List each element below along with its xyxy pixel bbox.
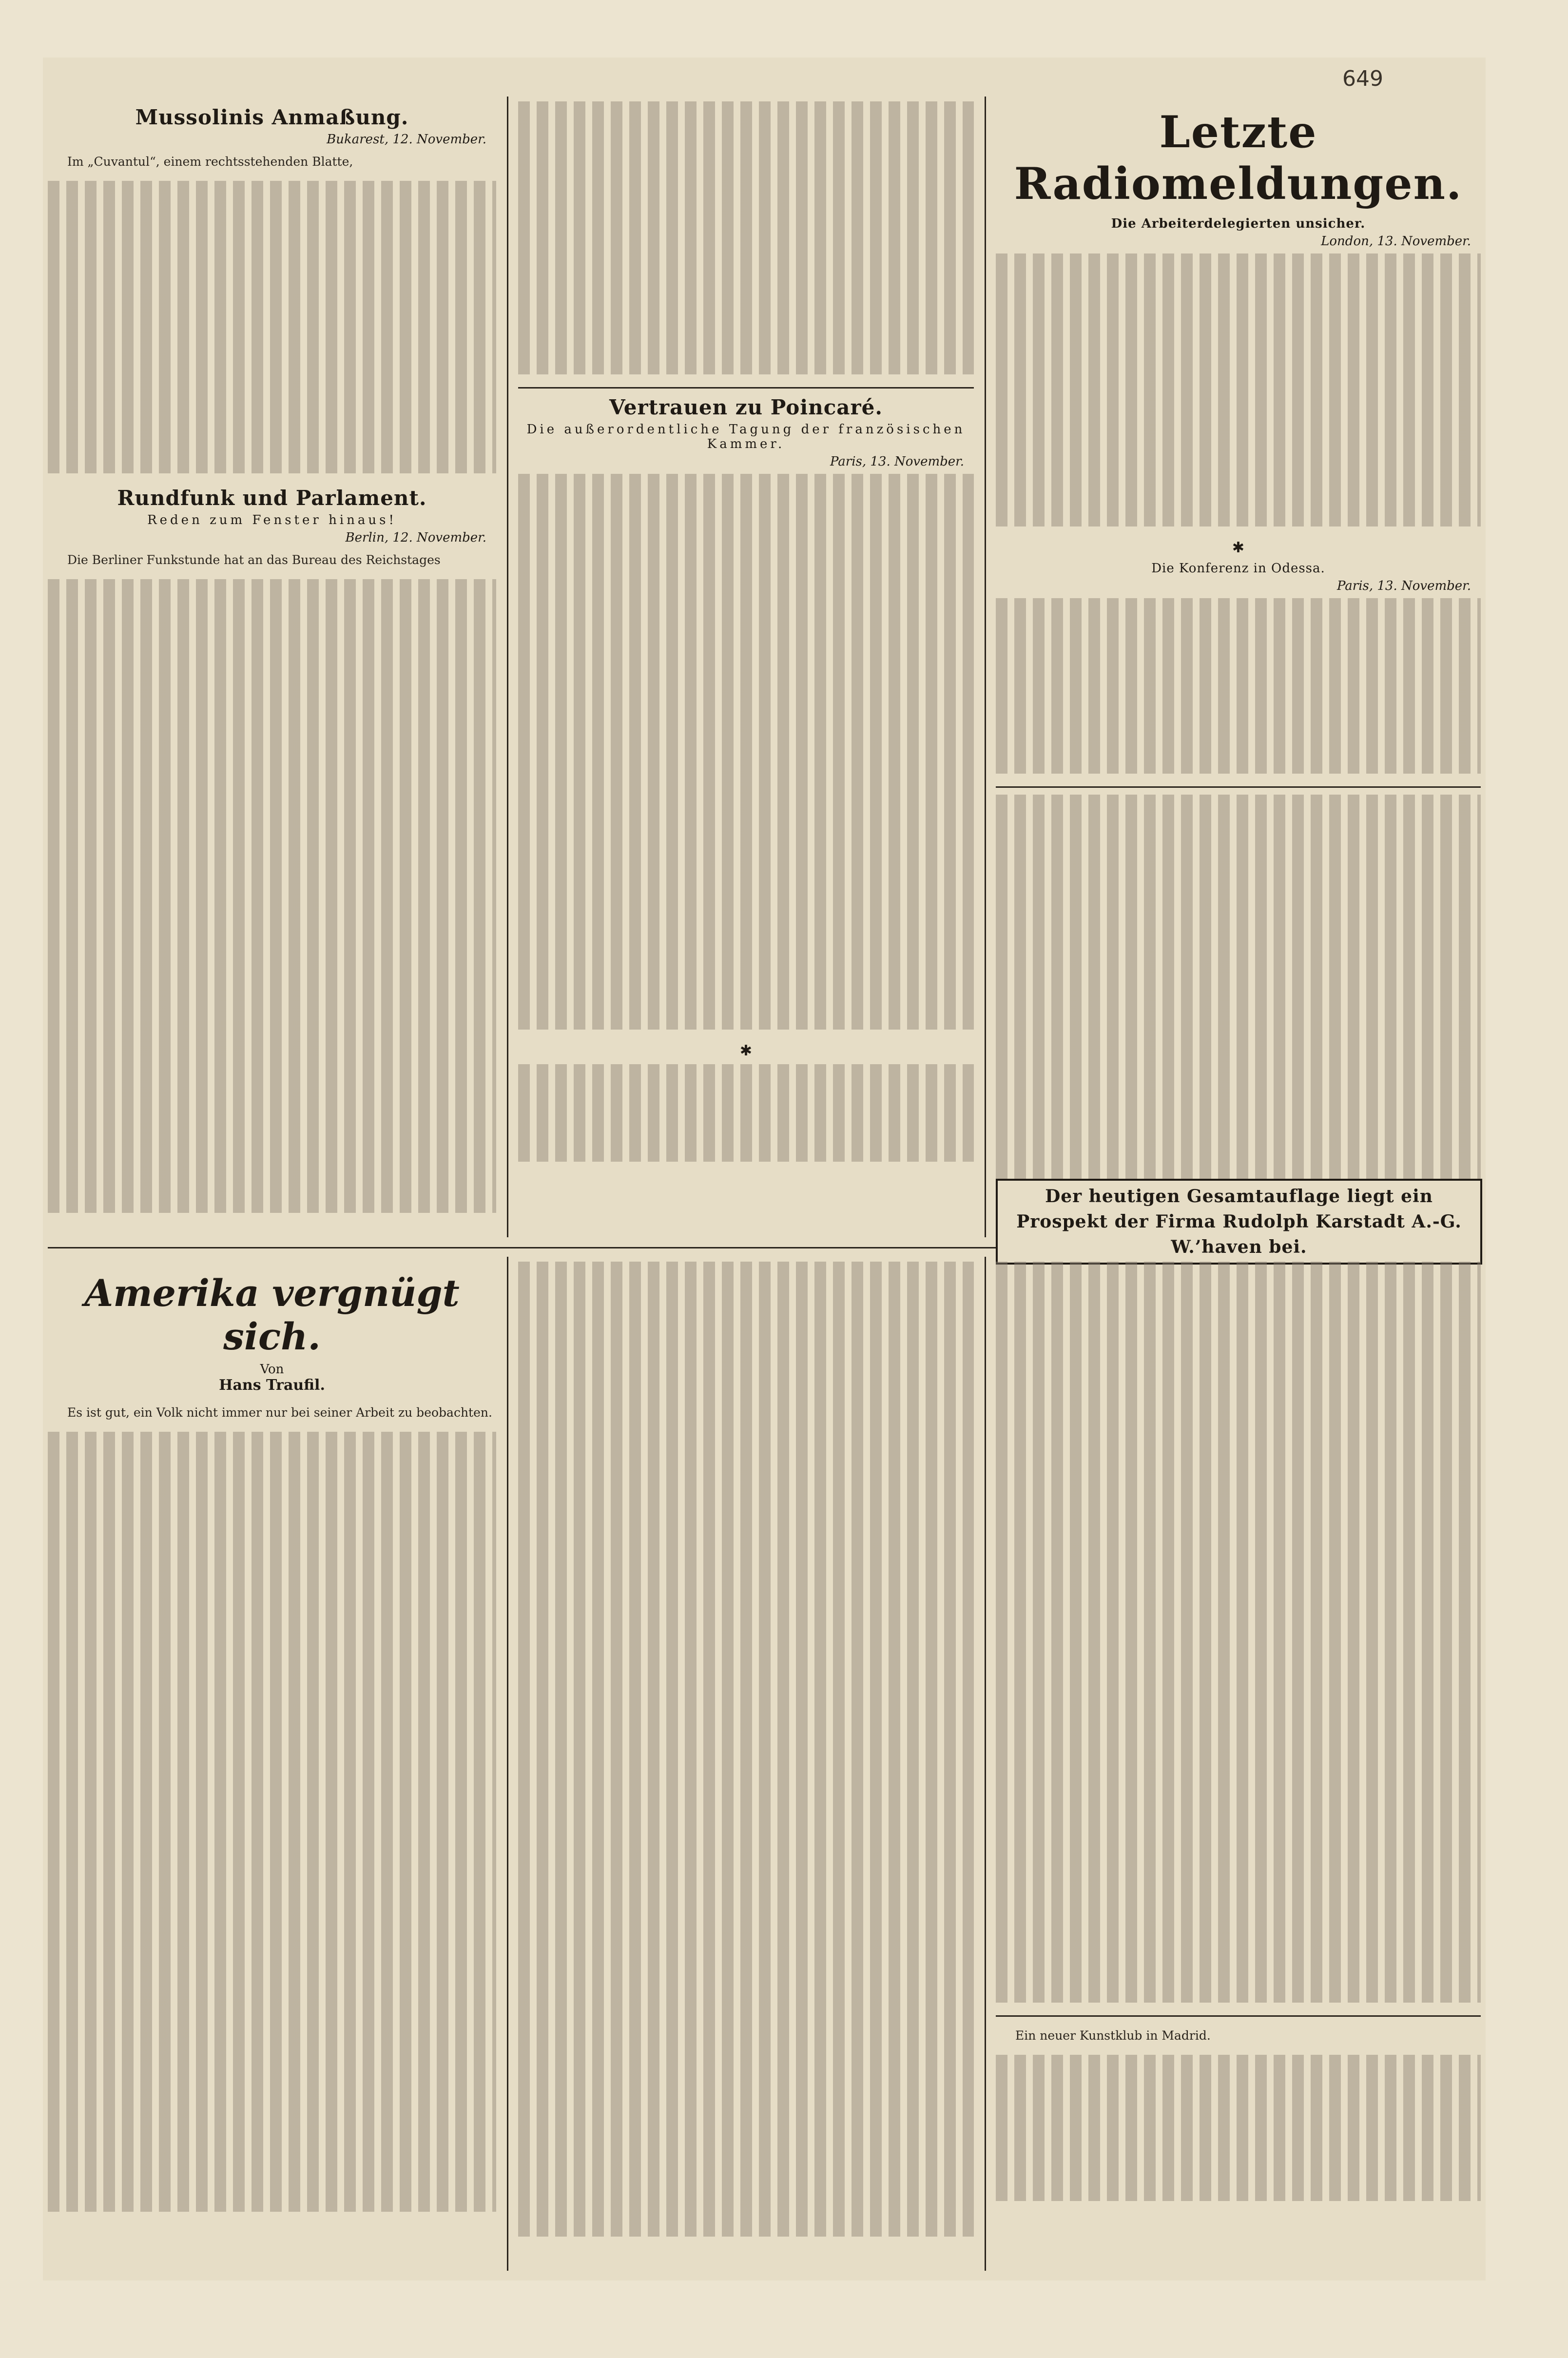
item-title: Die Arbeiterdelegierten unsicher. — [1111, 216, 1366, 231]
article-rule — [518, 387, 974, 389]
article-headline: Vertrauen zu Poincaré. — [609, 395, 883, 419]
separator-star: ✱ — [739, 1042, 753, 1059]
article-rule — [996, 786, 1481, 788]
item-dateline: London, 13. November. — [1321, 234, 1471, 249]
feature-column-right — [996, 1262, 1481, 2271]
article-dateline: Paris, 13. November. — [830, 454, 964, 469]
unreadable-text-block — [48, 1432, 496, 2212]
article-rule — [996, 2015, 1481, 2017]
article-subhead: Reden zum Fenster hinaus! — [147, 513, 397, 527]
feature-lead: Es ist gut, ein Volk nicht immer nur bei seiner Arbeit zu beobachten. — [67, 1405, 492, 1420]
article-dateline: Bukarest, 12. November. — [327, 132, 486, 147]
unreadable-text-block — [518, 1064, 974, 1162]
feature-byline-prefix: Von — [260, 1362, 284, 1377]
unreadable-text-block — [996, 795, 1481, 1214]
unreadable-text-block — [518, 101, 974, 374]
box-lead: Ein neuer Kunstklub in Madrid. — [1015, 2028, 1211, 2043]
article-headline: Rundfunk und Parlament. — [117, 486, 427, 510]
article-poincare — [518, 395, 974, 1162]
unreadable-text-block — [996, 2055, 1481, 2201]
separator-star: ✱ — [1232, 539, 1245, 556]
unreadable-text-block — [996, 598, 1481, 774]
article-lead: Im „Cuvantul“, einem rechtsstehenden Blatte, — [67, 155, 353, 169]
unreadable-text-block — [518, 1262, 974, 2237]
column-rule — [507, 1257, 508, 2271]
unreadable-text-block — [996, 1262, 1481, 2003]
unreadable-text-block — [48, 181, 496, 473]
article-mussolini — [48, 105, 496, 473]
item-dateline: Paris, 13. November. — [1336, 579, 1471, 593]
advertising-notice: Der heutigen Gesamtauflage liegt ein Prospekt der Firma Rudolph Karstadt A.-G. W.’haven bei. — [996, 1179, 1482, 1265]
page-number: 649 — [1342, 66, 1383, 91]
column-rule — [985, 1257, 986, 2271]
article-lead: Die Berliner Funkstunde hat an das Bureau des Reichstages — [67, 553, 441, 567]
newspaper-page — [43, 58, 1486, 2280]
article-rundfunk — [48, 486, 496, 1213]
feature-column-left — [48, 1262, 496, 2271]
article-dateline: Berlin, 12. November. — [345, 530, 486, 545]
article-subhead: Die außerordentliche Tagung der französischen Kammer. — [526, 422, 966, 451]
item-title: Die Konferenz in Odessa. — [1151, 561, 1325, 576]
feature-author: Hans Traufil. — [219, 1377, 325, 1394]
section-headline: Letzte Radiomeldungen. — [1014, 106, 1463, 210]
unreadable-text-block — [518, 474, 974, 1030]
article-headline: Mussolinis Anmaßung. — [135, 105, 409, 129]
column-rule — [985, 97, 986, 1237]
column-rule — [507, 97, 508, 1237]
unreadable-text-block — [996, 253, 1481, 526]
column-left — [48, 101, 496, 1237]
column-middle — [518, 101, 974, 1237]
feature-headline: Amerika vergnügt sich. — [84, 1271, 460, 1358]
column-right — [996, 101, 1481, 1237]
unreadable-text-block — [48, 579, 496, 1213]
feature-column-middle — [518, 1262, 974, 2271]
